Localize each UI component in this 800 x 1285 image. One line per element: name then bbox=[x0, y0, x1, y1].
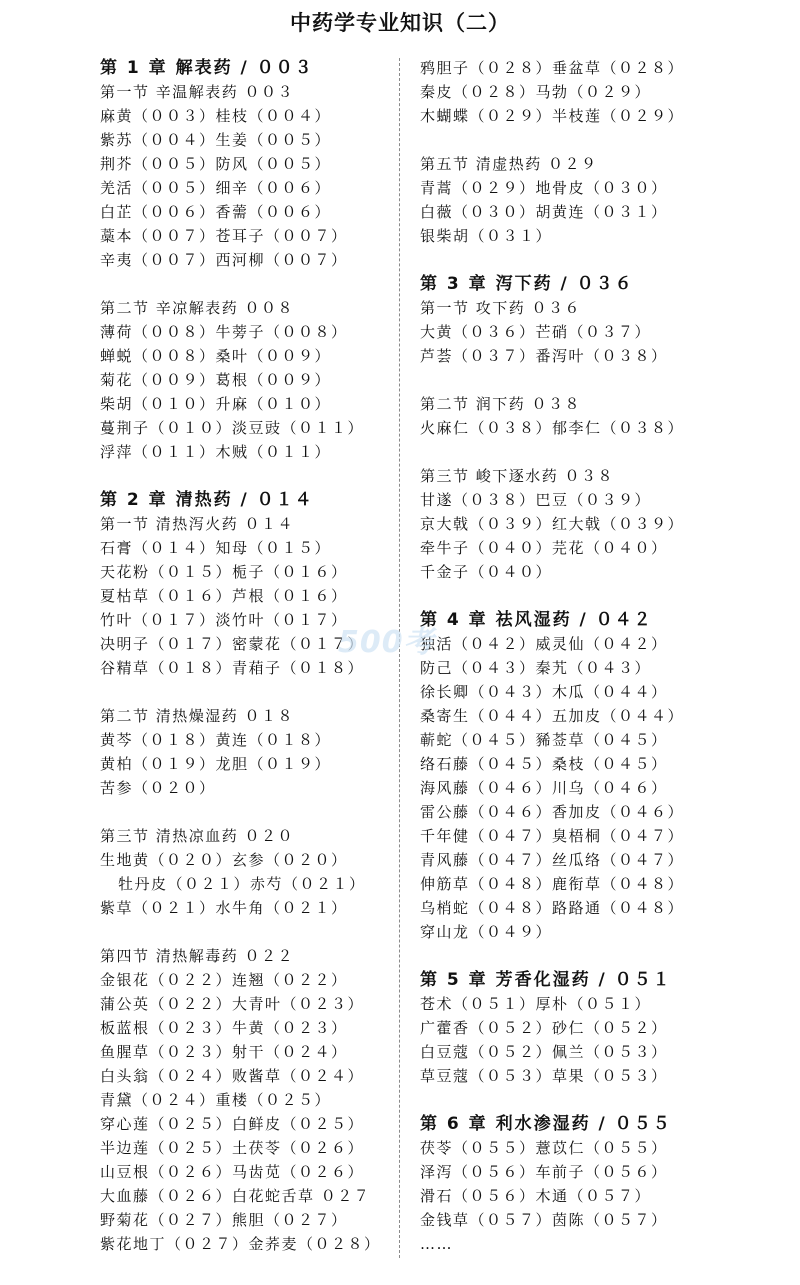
list-item: 牵牛子（０４０）芫花（０４０） bbox=[420, 539, 668, 557]
list-item: 天花粉（０１５）栀子（０１６） bbox=[100, 563, 348, 581]
list-item: 菊花（００９）葛根（００９） bbox=[100, 371, 332, 389]
spacer bbox=[100, 272, 420, 296]
spacer bbox=[420, 944, 740, 968]
list-item: 青黛（０２４）重楼（０２５） bbox=[100, 1091, 332, 1109]
list-item: 浮萍（０１１）木贼（０１１） bbox=[100, 443, 332, 461]
list-item: 广藿香（０５２）砂仁（０５２） bbox=[420, 1019, 668, 1037]
list-item: 白芷（００６）香薷（００６） bbox=[100, 203, 332, 221]
list-item: 柴胡（０１０）升麻（０１０） bbox=[100, 395, 332, 413]
list-item: 秦皮（０２８）马勃（０２９） bbox=[420, 83, 652, 101]
list-item: 谷精草（０１８）青葙子（０１８） bbox=[100, 659, 365, 677]
list-item: 滑石（０５６）木通（０５７） bbox=[420, 1187, 652, 1205]
list-item: 辛夷（００７）西河柳（００７） bbox=[100, 251, 348, 269]
section-heading: 第五节 清虚热药 ０２９ bbox=[420, 155, 598, 173]
list-item: 荆芥（００５）防风（００５） bbox=[100, 155, 332, 173]
list-item: 白豆蔻（０５２）佩兰（０５３） bbox=[420, 1043, 668, 1061]
list-item: 独活（０４２）威灵仙（０４２） bbox=[420, 635, 668, 653]
list-item: 决明子（０１７）密蒙花（０１７） bbox=[100, 635, 365, 653]
spacer bbox=[420, 368, 740, 392]
list-item: 防己（０４３）秦艽（０４３） bbox=[420, 659, 652, 677]
list-item: …… bbox=[420, 1235, 453, 1253]
list-item: 泽泻（０５６）车前子（０５６） bbox=[420, 1163, 668, 1181]
spacer bbox=[100, 680, 420, 704]
list-item: 藁本（００７）苍耳子（００７） bbox=[100, 227, 348, 245]
list-item: 海风藤（０４６）川乌（０４６） bbox=[420, 779, 668, 797]
spacer bbox=[100, 464, 420, 488]
chapter-heading: 第 2 章 清热药 / ０１４ bbox=[100, 490, 314, 510]
section-heading: 第一节 清热泻火药 ０１４ bbox=[100, 515, 295, 533]
page-title: 中药学专业知识（二） bbox=[290, 11, 510, 35]
list-item: 青风藤（０４７）丝瓜络（０４７） bbox=[420, 851, 685, 869]
chapter-heading: 第 4 章 祛风湿药 / ０４２ bbox=[420, 610, 653, 630]
watermark-logo: 500考 bbox=[338, 625, 435, 660]
list-item: 黄芩（０１８）黄连（０１８） bbox=[100, 731, 332, 749]
list-item: 千年健（０４７）臭梧桐（０４７） bbox=[420, 827, 685, 845]
spacer bbox=[420, 1088, 740, 1112]
chapter-heading: 第 6 章 利水渗湿药 / ０５５ bbox=[420, 1114, 672, 1134]
list-item: 紫花地丁（０２７）金荞麦（０２８） bbox=[100, 1235, 381, 1253]
spacer bbox=[420, 128, 740, 152]
section-heading: 第一节 辛温解表药 ００３ bbox=[100, 83, 295, 101]
list-item: 雷公藤（０４６）香加皮（０４６） bbox=[420, 803, 685, 821]
list-item: 火麻仁（０３８）郁李仁（０３８） bbox=[420, 419, 685, 437]
list-item: 鱼腥草（０２３）射干（０２４） bbox=[100, 1043, 348, 1061]
right-column bbox=[420, 56, 740, 1256]
list-item: 穿山龙（０４９） bbox=[420, 923, 553, 941]
list-item: 白头翁（０２４）败酱草（０２４） bbox=[100, 1067, 365, 1085]
spacer bbox=[420, 248, 740, 272]
list-item: 苦参（０２０） bbox=[100, 779, 216, 797]
section-heading: 第三节 峻下逐水药 ０３８ bbox=[420, 467, 615, 485]
list-item: 苍术（０５１）厚朴（０５１） bbox=[420, 995, 652, 1013]
list-item: 薄荷（００８）牛蒡子（００８） bbox=[100, 323, 348, 341]
section-heading: 第三节 清热凉血药 ０２０ bbox=[100, 827, 295, 845]
list-item: 千金子（０４０） bbox=[420, 563, 553, 581]
chapter-heading: 第 5 章 芳香化湿药 / ０５１ bbox=[420, 970, 672, 990]
list-item: 蕲蛇（０４５）豨莶草（０４５） bbox=[420, 731, 668, 749]
section-heading: 第一节 攻下药 ０３６ bbox=[420, 299, 582, 317]
list-item: 芦荟（０３７）番泻叶（０３８） bbox=[420, 347, 668, 365]
list-item: 黄柏（０１９）龙胆（０１９） bbox=[100, 755, 332, 773]
chapter-heading: 第 3 章 泻下药 / ０３６ bbox=[420, 274, 634, 294]
list-item: 京大戟（０３９）红大戟（０３９） bbox=[420, 515, 685, 533]
spacer bbox=[420, 584, 740, 608]
list-item: 草豆蔻（０５３）草果（０５３） bbox=[420, 1067, 668, 1085]
list-item: 大黄（０３６）芒硝（０３７） bbox=[420, 323, 652, 341]
list-item: 生地黄（０２０）玄参（０２０） bbox=[100, 851, 348, 869]
list-item: 紫草（０２１）水牛角（０２１） bbox=[100, 899, 348, 917]
list-item: 金钱草（０５７）茵陈（０５７） bbox=[420, 1211, 668, 1229]
spacer bbox=[420, 440, 740, 464]
list-item: 紫苏（００４）生姜（００５） bbox=[100, 131, 332, 149]
list-item: 银柴胡（０３１） bbox=[420, 227, 553, 245]
list-item: 桑寄生（０４４）五加皮（０４４） bbox=[420, 707, 685, 725]
section-heading: 第二节 润下药 ０３８ bbox=[420, 395, 582, 413]
list-item: 石膏（０１４）知母（０１５） bbox=[100, 539, 332, 557]
list-item: 白薇（０３０）胡黄连（０３１） bbox=[420, 203, 668, 221]
list-item: 蒲公英（０２２）大青叶（０２３） bbox=[100, 995, 365, 1013]
list-item: 羌活（００５）细辛（００６） bbox=[100, 179, 332, 197]
spacer bbox=[100, 920, 420, 944]
list-item: 穿心莲（０２５）白鲜皮（０２５） bbox=[100, 1115, 365, 1133]
list-item: 大血藤（０２６）白花蛇舌草 ０２７ bbox=[100, 1187, 371, 1205]
list-item: 山豆根（０２６）马齿苋（０２６） bbox=[100, 1163, 365, 1181]
list-item: 鸦胆子（０２８）垂盆草（０２８） bbox=[420, 59, 685, 77]
list-item: 夏枯草（０１６）芦根（０１６） bbox=[100, 587, 348, 605]
list-item: 半边莲（０２５）土茯苓（０２６） bbox=[100, 1139, 365, 1157]
section-heading: 第四节 清热解毒药 ０２２ bbox=[100, 947, 295, 965]
list-item: 牡丹皮（０２１）赤芍（０２１） bbox=[118, 875, 366, 893]
list-item: 野菊花（０２７）熊胆（０２７） bbox=[100, 1211, 348, 1229]
list-item: 茯苓（０５５）薏苡仁（０５５） bbox=[420, 1139, 668, 1157]
list-item: 青蒿（０２９）地骨皮（０３０） bbox=[420, 179, 668, 197]
chapter-heading: 第 1 章 解表药 / ００３ bbox=[100, 58, 314, 78]
list-item: 竹叶（０１７）淡竹叶（０１７） bbox=[100, 611, 348, 629]
list-item: 甘遂（０３８）巴豆（０３９） bbox=[420, 491, 652, 509]
list-item: 乌梢蛇（０４８）路路通（０４８） bbox=[420, 899, 685, 917]
list-item: 麻黄（００３）桂枝（００４） bbox=[100, 107, 332, 125]
list-item: 蝉蜕（００８）桑叶（００９） bbox=[100, 347, 332, 365]
list-item: 络石藤（０４５）桑枝（０４５） bbox=[420, 755, 668, 773]
list-item: 木蝴蝶（０２９）半枝莲（０２９） bbox=[420, 107, 685, 125]
list-item: 徐长卿（０４３）木瓜（０４４） bbox=[420, 683, 668, 701]
section-heading: 第二节 辛凉解表药 ００８ bbox=[100, 299, 295, 317]
list-item: 伸筋草（０４８）鹿衔草（０４８） bbox=[420, 875, 685, 893]
list-item: 金银花（０２２）连翘（０２２） bbox=[100, 971, 348, 989]
spacer bbox=[100, 800, 420, 824]
list-item: 蔓荆子（０１０）淡豆豉（０１１） bbox=[100, 419, 365, 437]
list-item: 板蓝根（０２３）牛黄（０２３） bbox=[100, 1019, 348, 1037]
section-heading: 第二节 清热燥湿药 ０１８ bbox=[100, 707, 295, 725]
